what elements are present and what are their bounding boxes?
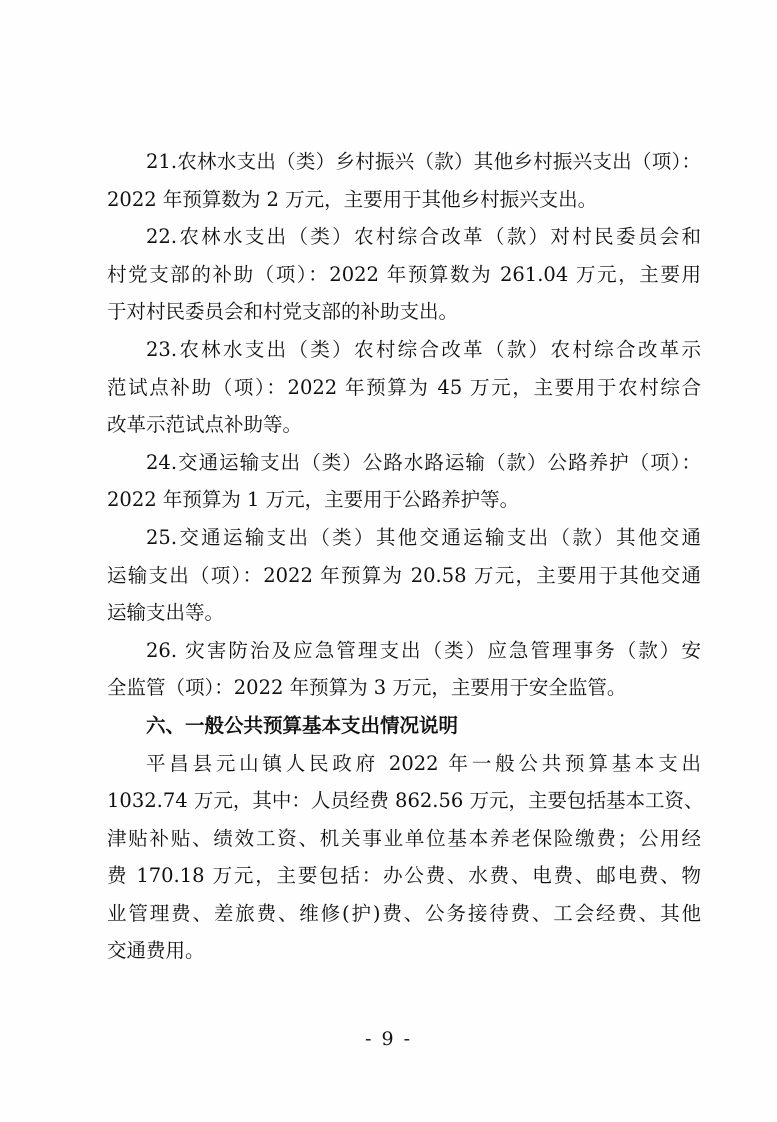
page-number: - 9 - <box>364 1028 412 1050</box>
paragraph-item-26-line: 全监管（项）：2022 年预算为 3 万元，主要用于安全监管。 <box>107 676 627 700</box>
paragraph-item-21-line: 21.农林水支出（类）乡村振兴（款）其他乡村振兴支出（项）： <box>146 150 701 173</box>
section-paragraph-line: 交通费用。 <box>107 939 205 963</box>
paragraph-item-21-line: 2022 年预算数为 2 万元，主要用于其他乡村振兴支出。 <box>107 187 598 211</box>
paragraph-item-25-line: 运输支出（项）：2022 年预算为 20.58 万元，主要用于其他交通 <box>107 563 701 587</box>
paragraph-item-24-line: 2022 年预算为 1 万元，主要用于公路养护等。 <box>107 488 520 512</box>
section-paragraph-line: 费 170.18 万元，主要包括：办公费、水费、电费、邮电费、物 <box>107 864 701 888</box>
paragraph-item-25-line: 运输支出等。 <box>107 601 225 625</box>
paragraph-item-22-line: 22.农林水支出（类）农村综合改革（款）对村民委员会和 <box>146 225 701 249</box>
paragraph-item-23-line: 改革示范试点补助等。 <box>107 413 303 437</box>
paragraph-item-22-line: 村党支部的补助（项）：2022 年预算数为 261.04 万元，主要用 <box>107 262 701 286</box>
document-body <box>107 143 704 970</box>
section-paragraph-line: 1032.74 万元，其中：人员经费 862.56 万元，主要包括基本工资、 <box>107 789 704 813</box>
paragraph-item-23-line: 23.农林水支出（类）农村综合改革（款）农村综合改革示 <box>146 337 701 361</box>
section-paragraph-line: 津贴补贴、绩效工资、机关事业单位基本养老保险缴费；公用经 <box>107 826 701 850</box>
paragraph-item-23-line: 范试点补助（项）：2022 年预算为 45 万元，主要用于农村综合 <box>107 375 701 399</box>
paragraph-item-24-line: 24.交通运输支出（类）公路水路运输（款）公路养护（项）： <box>146 450 701 474</box>
section-paragraph-line: 业管理费、差旅费、维修(护)费、公务接待费、工会经费、其他 <box>107 901 701 925</box>
section-paragraph-line: 平昌县元山镇人民政府 2022 年一般公共预算基本支出 <box>146 751 701 775</box>
paragraph-item-26-line: 26. 灾害防治及应急管理支出（类）应急管理事务（款）安 <box>146 638 701 662</box>
paragraph-item-25-line: 25.交通运输支出（类）其他交通运输支出（款）其他交通 <box>146 525 701 549</box>
paragraph-item-22-line: 于对村民委员会和村党支部的补助支出。 <box>107 300 459 324</box>
section-heading: 六、一般公共预算基本支出情况说明 <box>146 713 459 737</box>
